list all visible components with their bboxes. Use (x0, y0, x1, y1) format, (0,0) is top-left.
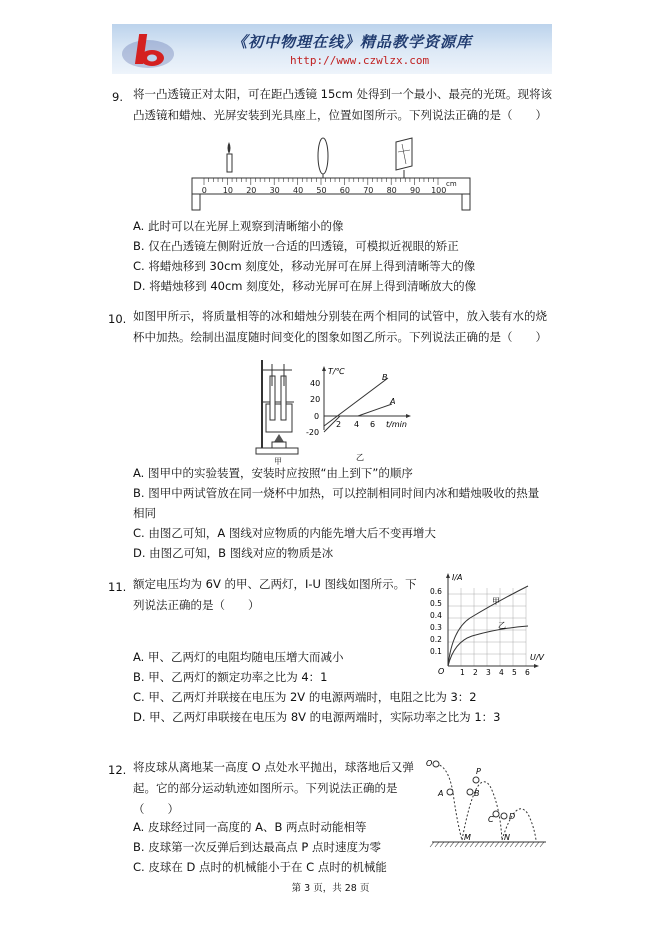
ground-hatch (505, 842, 509, 847)
q10-xtick-4: 4 (354, 420, 360, 429)
q10-ytick-40: 40 (310, 379, 321, 388)
q10-xtick-6: 6 (370, 420, 376, 429)
q12-option-b[interactable]: B. 皮球第一次反弹后到达最高点 P 点时速度为零 (133, 840, 381, 854)
q11-option-b[interactable]: B. 甲、乙两灯的额定功率之比为 4：1 (133, 670, 328, 684)
ruler-tick-label: 50 (316, 186, 327, 195)
q11-stem-line2: 列说法正确的是（ ） (133, 598, 260, 612)
ground-hatch (435, 842, 439, 847)
q9-option-a[interactable]: A. 此时可以在光屏上观察到清晰缩小的像 (133, 219, 344, 233)
q10-option-b-cont: 相同 (133, 506, 156, 520)
ground-hatch (535, 842, 539, 847)
q12-stem-line3: （ ） (133, 802, 179, 816)
q12-label-b: B (474, 789, 480, 798)
q9-stem-line1: 将一凸透镜正对太阳，可在距凸透镜 15cm 处得到一个最小、最亮的光斑。现将该 (133, 87, 552, 101)
ground-hatch (430, 842, 434, 847)
q11-xtick-1: 1 (460, 668, 465, 677)
ground-hatch (500, 842, 504, 847)
q11-option-a[interactable]: A. 甲、乙两灯的电阻均随电压增大而减小 (133, 650, 344, 664)
q10-fig-right-caption: 乙 (356, 453, 364, 462)
q11-line-label-yi: 乙 (498, 621, 506, 630)
q12-label-a: A (438, 789, 444, 798)
q10-line-label-a: A (390, 397, 396, 406)
q11-graph-ylabel: I/A (452, 573, 463, 582)
ruler-tick-label: 30 (269, 186, 280, 195)
ground-hatch (510, 842, 514, 847)
q10-xtick-2: 2 (336, 420, 342, 429)
ground-hatch (540, 842, 544, 847)
ground-hatch (525, 842, 529, 847)
q12-trajectory-figure (424, 756, 554, 850)
ground-hatch (485, 842, 489, 847)
ground-hatch (445, 842, 449, 847)
q12-label-o: O (426, 759, 433, 768)
q11-ytick-05: 0.5 (430, 599, 442, 608)
q11-ytick-01: 0.1 (430, 647, 442, 656)
q12-label-n: N (504, 833, 510, 842)
q10-option-b[interactable]: B. 图甲中两试管放在同一烧杯中加热，可以控制相同时间内冰和蜡烛吸收的热量 (133, 486, 540, 500)
q12-option-a[interactable]: A. 皮球经过同一高度的 A、B 两点时动能相等 (133, 820, 367, 834)
candle-icon (227, 142, 232, 172)
ground-hatch (480, 842, 484, 847)
ground-hatch (490, 842, 494, 847)
q11-number: 11. (108, 580, 127, 594)
lens-icon (318, 138, 328, 174)
ruler-tick-label: 70 (363, 186, 374, 195)
q10-option-a[interactable]: A. 图甲中的实验装置，安装时应按照“由上到下”的顺序 (133, 466, 413, 480)
ground-hatch (455, 842, 459, 847)
q11-xtick-4: 4 (499, 668, 504, 677)
q12-label-p: P (476, 767, 481, 776)
q9-number: 9. (112, 90, 123, 104)
q11-xtick-2: 2 (473, 668, 478, 677)
q11-xtick-3: 3 (486, 668, 491, 677)
q12-label-d: D (509, 812, 516, 821)
q10-stem-line1: 如图甲所示，将质量相等的冰和蜡烛分别装在两个相同的试管中，放入装有水的烧 (133, 309, 547, 323)
q9-ruler-unit: cm (446, 180, 457, 188)
q11-ytick-02: 0.2 (430, 635, 442, 644)
ruler-tick-label: 20 (246, 186, 257, 195)
ground-hatch (530, 842, 534, 847)
q10-temperature-graph (304, 364, 416, 464)
q11-iu-graph (420, 570, 545, 680)
ruler-tick-label: 10 (222, 186, 233, 195)
q10-ytick-20: 20 (310, 395, 321, 404)
q9-optical-bench-figure (188, 134, 478, 214)
ground-hatch (520, 842, 524, 847)
q9-option-b[interactable]: B. 仅在凸透镜左侧附近放一合适的凹透镜，可模拟近视眼的矫正 (133, 239, 459, 253)
ruler-tick-label: 90 (410, 186, 421, 195)
q11-ytick-04: 0.4 (430, 611, 442, 620)
ground-hatch (465, 842, 469, 847)
q9-stem-line2: 凸透镜和蜡烛、光屏安装到光具座上，位置如图所示。下列说法正确的是（ ） (133, 108, 547, 122)
ground-hatch (460, 842, 464, 847)
screen-icon (396, 138, 412, 178)
ruler-tick-label: 40 (293, 186, 304, 195)
logo-icon (118, 28, 178, 72)
q10-apparatus-figure (248, 356, 308, 466)
q11-graph-xlabel: U/V (530, 653, 545, 662)
ruler-tick-label: 80 (386, 186, 397, 195)
q10-line-label-b: B (382, 373, 388, 382)
q12-label-m: M (464, 833, 471, 842)
q10-stem-line2: 杯中加热。绘制出温度随时间变化的图象如图乙所示。下列说法正确的是（ ） (133, 330, 547, 344)
q10-option-c[interactable]: C. 由图乙可知，A 图线对应物质的内能先增大后不变再增大 (133, 526, 436, 540)
ground-hatch (470, 842, 474, 847)
q9-option-d[interactable]: D. 将蜡烛移到 40cm 刻度处，移动光屏可在屏上得到清晰放大的像 (133, 279, 477, 293)
q12-label-c: C (488, 815, 494, 824)
q10-ytick-m20: -20 (306, 428, 320, 437)
ground-hatch (440, 842, 444, 847)
ruler-tick-label: 0 (201, 186, 207, 195)
q11-graph-origin: O (438, 667, 445, 676)
q11-ytick-03: 0.3 (430, 623, 442, 632)
q11-line-label-jia: 甲 (492, 597, 500, 606)
q10-ytick-0: 0 (314, 412, 320, 421)
ruler-tick-label: 100 (431, 186, 447, 195)
q12-option-c[interactable]: C. 皮球在 D 点时的机械能小于在 C 点时的机械能 (133, 860, 387, 874)
q11-ytick-06: 0.6 (430, 587, 442, 596)
page-footer: 第 3 页，共 28 页 (291, 883, 370, 894)
q10-graph-ylabel: T/℃ (328, 367, 345, 376)
ground-hatch (450, 842, 454, 847)
q11-stem-line1: 额定电压均为 6V 的甲、乙两灯，I-U 图线如图所示。下 (133, 577, 417, 591)
q12-stem-line1: 将皮球从离地某一高度 O 点处水平抛出，球落地后又弹 (133, 760, 414, 774)
q10-graph-xlabel: t/min (386, 420, 407, 429)
q12-stem-line2: 起。它的部分运动轨迹如图所示。下列说法正确的是 (133, 781, 398, 795)
q9-option-c[interactable]: C. 将蜡烛移到 30cm 刻度处，移动光屏可在屏上得到清晰等大的像 (133, 259, 476, 273)
q11-option-d[interactable]: D. 甲、乙两灯串联接在电压为 8V 的电源两端时，实际功率之比为 1：3 (133, 710, 501, 724)
q10-option-d[interactable]: D. 由图乙可知，B 图线对应的物质是冰 (133, 546, 334, 560)
header-url[interactable]: http://www.czwlzx.com (290, 54, 430, 67)
q10-number: 10. (108, 312, 127, 326)
ground-hatch (495, 842, 499, 847)
ground-hatch (475, 842, 479, 847)
ground-hatch (515, 842, 519, 847)
q11-option-c[interactable]: C. 甲、乙两灯并联接在电压为 2V 的电源两端时，电阻之比为 3：2 (133, 690, 477, 704)
header-banner (112, 24, 552, 74)
q12-number: 12. (108, 763, 127, 777)
ruler-tick-label: 60 (339, 186, 350, 195)
q11-xtick-6: 6 (525, 668, 530, 677)
q11-xtick-5: 5 (512, 668, 517, 677)
header-title: 《初中物理在线》精品教学资源库 (232, 33, 473, 51)
q10-fig-left-caption: 甲 (274, 457, 282, 466)
